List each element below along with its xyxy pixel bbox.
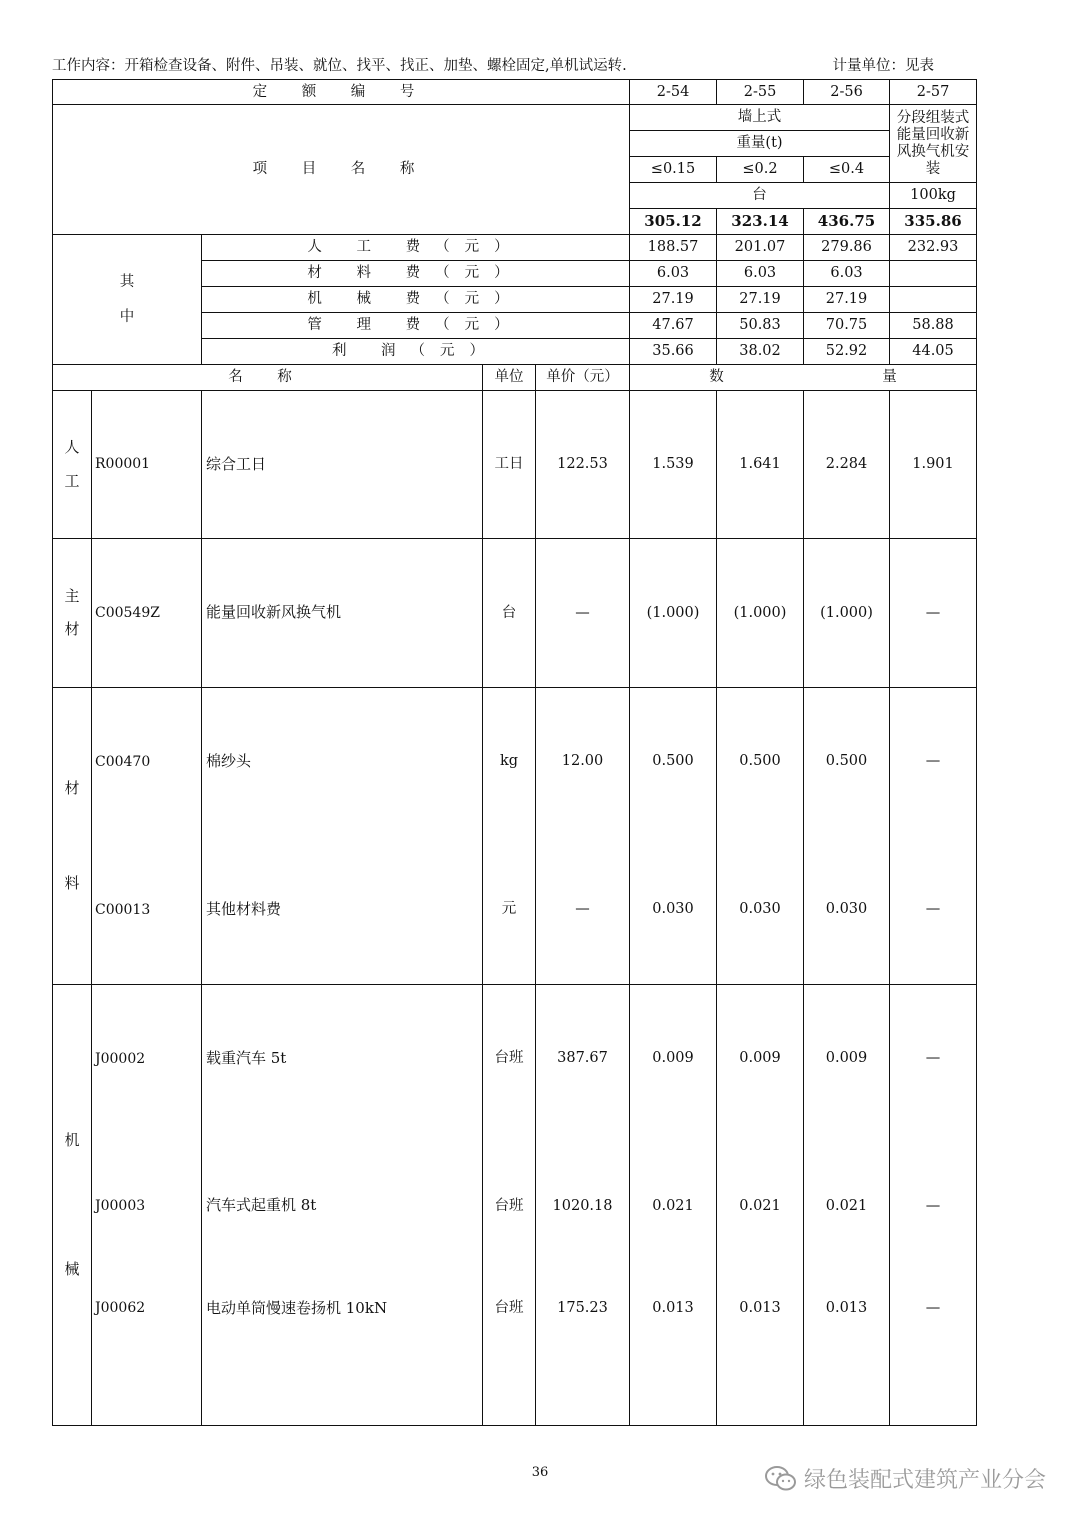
category-main-material (53, 539, 92, 688)
item-unit: 元 (483, 836, 536, 985)
item-unit: 台班 (483, 1280, 536, 1426)
code-cell: 2-54 (630, 80, 717, 105)
item-qty: 0.013 (804, 1280, 890, 1426)
cost-value: 58.88 (890, 313, 977, 339)
work-content: 工作内容：开箱检查设备、附件、吊装、就位、找平、找正、加垫、螺栓固定,单机试运转. (52, 58, 627, 74)
item-unit: 台班 (483, 985, 536, 1133)
cost-label: 机 械 费（元） (202, 287, 630, 313)
item-code: C00013 (92, 836, 202, 985)
item-price: 1020.18 (536, 1133, 630, 1280)
quantity-header (630, 365, 977, 391)
item-qty: 0.500 (804, 688, 890, 836)
item-qty: (1.000) (717, 539, 804, 688)
category-char: 机 (64, 1130, 80, 1149)
qty-char: 数 (709, 369, 724, 386)
among-label (53, 235, 202, 365)
item-qty: 1.901 (890, 391, 977, 539)
weight-label: 重量(t) (630, 131, 890, 157)
item-code: J00062 (92, 1280, 202, 1426)
cost-label: 材 料 费（元） (202, 261, 630, 287)
item-name: 电动单筒慢速卷扬机 10kN (202, 1280, 483, 1426)
price-header: 单价（元） (536, 365, 630, 391)
cost-label: 管 理 费（元） (202, 313, 630, 339)
item-qty: 0.021 (804, 1133, 890, 1280)
item-qty: — (890, 1133, 977, 1280)
item-unit: 台班 (483, 1133, 536, 1280)
item-qty: 0.500 (630, 688, 717, 836)
cost-value: 44.05 (890, 339, 977, 365)
category-char: 主 (64, 586, 80, 605)
category-machinery (53, 985, 92, 1426)
category-char: 料 (64, 874, 80, 892)
item-qty: 2.284 (804, 391, 890, 539)
item-name: 汽车式起重机 8t (202, 1133, 483, 1280)
cost-label: 人 工 费（元） (202, 235, 630, 261)
weight-cell: ≤0.15 (630, 157, 717, 183)
cost-value: 27.19 (804, 287, 890, 313)
item-name: 综合工日 (202, 391, 483, 539)
item-qty: 0.021 (630, 1133, 717, 1280)
cost-value: 35.66 (630, 339, 717, 365)
wechat-icon (764, 1465, 798, 1493)
page-header (52, 54, 976, 76)
watermark (764, 1463, 1046, 1494)
cost-value: 38.02 (717, 339, 804, 365)
item-code: J00003 (92, 1133, 202, 1280)
item-code: C00549Z (92, 539, 202, 688)
base-price: 436.75 (804, 209, 890, 235)
cost-value: 6.03 (630, 261, 717, 287)
cost-value: 47.67 (630, 313, 717, 339)
weight-cell: ≤0.4 (804, 157, 890, 183)
item-qty: — (890, 985, 977, 1133)
category-char: 材 (64, 620, 80, 638)
item-qty: 0.500 (717, 688, 804, 836)
cost-value (890, 287, 977, 313)
item-qty: — (890, 1280, 977, 1426)
cost-value: 279.86 (804, 235, 890, 261)
item-name: 载重汽车 5t (202, 985, 483, 1133)
wall-type: 墙上式 (630, 105, 890, 131)
page-number: 36 (531, 1465, 549, 1480)
item-qty: 0.030 (804, 836, 890, 985)
code-cell: 2-56 (804, 80, 890, 105)
item-name: 能量回收新风换气机 (202, 539, 483, 688)
cost-value: 52.92 (804, 339, 890, 365)
base-price: 335.86 (890, 209, 977, 235)
item-qty: — (890, 836, 977, 985)
item-qty: 0.009 (630, 985, 717, 1133)
item-qty: 0.021 (717, 1133, 804, 1280)
quota-number-label: 定 额 编 号 (53, 80, 630, 105)
base-price: 305.12 (630, 209, 717, 235)
category-labor (53, 391, 92, 539)
among-char: 中 (119, 308, 135, 325)
item-price: 12.00 (536, 688, 630, 836)
item-qty: 1.539 (630, 391, 717, 539)
category-char: 工 (64, 471, 80, 490)
category-char: 械 (64, 1260, 80, 1278)
cost-value: 188.57 (630, 235, 717, 261)
unit-header: 单位 (483, 365, 536, 391)
item-code: J00002 (92, 985, 202, 1133)
item-code: C00470 (92, 688, 202, 836)
unit-tai: 台 (630, 183, 890, 209)
item-qty: 0.009 (717, 985, 804, 1133)
cost-value: 201.07 (717, 235, 804, 261)
watermark-text: 绿色装配式建筑产业分会 (803, 1468, 1046, 1493)
item-name: 其他材料费 (202, 836, 483, 985)
cost-value: 50.83 (717, 313, 804, 339)
category-material (53, 688, 92, 985)
cost-value (890, 261, 977, 287)
item-price: 175.23 (536, 1280, 630, 1426)
cost-value: 27.19 (717, 287, 804, 313)
item-code: R00001 (92, 391, 202, 539)
cost-value: 6.03 (804, 261, 890, 287)
category-char: 材 (64, 778, 80, 797)
cost-value: 27.19 (630, 287, 717, 313)
code-cell: 2-55 (717, 80, 804, 105)
qty-char: 量 (882, 369, 897, 386)
quota-table (52, 79, 977, 1426)
base-price: 323.14 (717, 209, 804, 235)
item-price: — (536, 539, 630, 688)
item-qty: 0.030 (717, 836, 804, 985)
name-header: 名 称 (53, 365, 483, 391)
item-qty: 0.013 (717, 1280, 804, 1426)
item-qty: (1.000) (630, 539, 717, 688)
item-qty: 0.013 (630, 1280, 717, 1426)
item-name: 棉纱头 (202, 688, 483, 836)
item-price: 387.67 (536, 985, 630, 1133)
item-qty: — (890, 688, 977, 836)
cost-value: 70.75 (804, 313, 890, 339)
item-unit: 台 (483, 539, 536, 688)
item-price: — (536, 836, 630, 985)
item-qty: 0.009 (804, 985, 890, 1133)
item-qty: 1.641 (717, 391, 804, 539)
item-qty: — (890, 539, 977, 688)
item-unit: kg (483, 688, 536, 836)
item-price: 122.53 (536, 391, 630, 539)
cost-value: 6.03 (717, 261, 804, 287)
unit-label: 计量单位：见表 (832, 58, 934, 74)
cost-value: 232.93 (890, 235, 977, 261)
cost-label: 利 润（元） (202, 339, 630, 365)
among-char: 其 (119, 273, 135, 290)
item-qty: (1.000) (804, 539, 890, 688)
unit-100kg: 100kg (890, 183, 977, 209)
weight-cell: ≤0.2 (717, 157, 804, 183)
item-unit: 工日 (483, 391, 536, 539)
item-qty: 0.030 (630, 836, 717, 985)
item-name-label: 项 目 名 称 (53, 105, 630, 235)
category-char: 人 (64, 438, 80, 457)
col4-title: 分段组装式能量回收新风换气机安装 (890, 105, 977, 183)
code-cell: 2-57 (890, 80, 977, 105)
